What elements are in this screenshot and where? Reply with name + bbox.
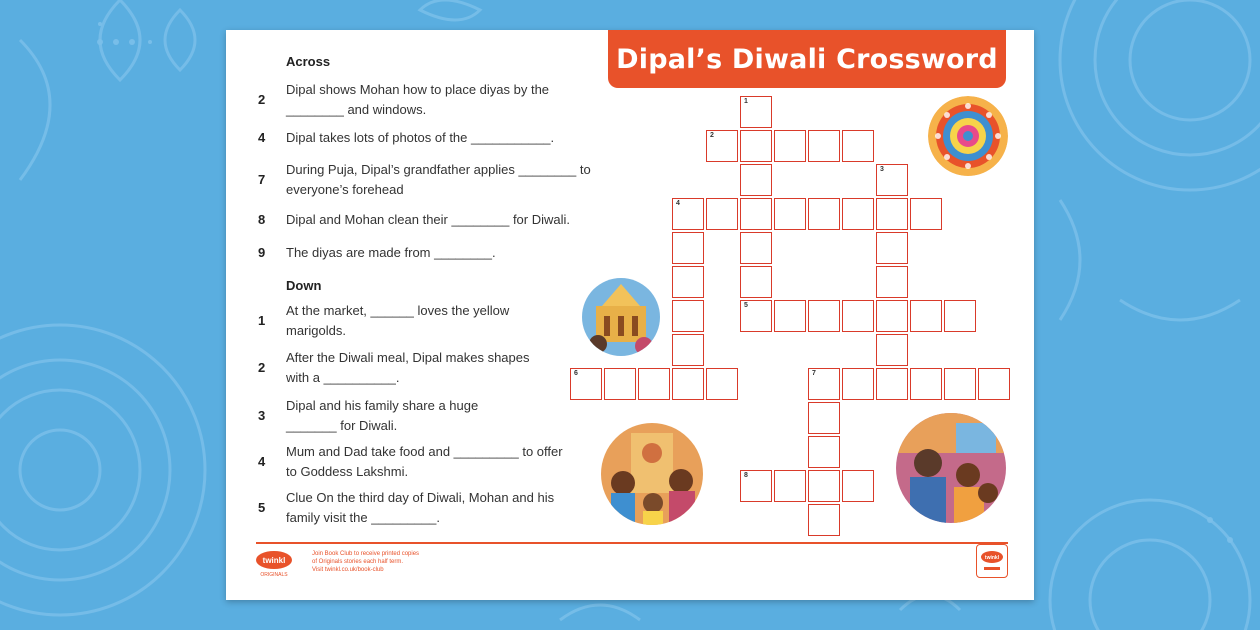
- crossword-cell[interactable]: [876, 266, 908, 298]
- clue-number: 5: [258, 500, 266, 515]
- logo-subtext: ORIGINALS: [260, 572, 288, 578]
- crossword-cell[interactable]: [774, 198, 806, 230]
- crossword-cell[interactable]: [740, 130, 772, 162]
- clue-text: Clue On the third day of Diwali, Mohan and his family visit the _________.: [286, 490, 555, 525]
- crossword-cell[interactable]: [808, 504, 840, 536]
- crossword-cell[interactable]: [842, 130, 874, 162]
- rangoli-illustration: [928, 96, 1008, 176]
- worksheet-title: Dipal’s Diwali Crossword: [608, 30, 1006, 88]
- crossword-cell[interactable]: [876, 300, 908, 332]
- grid-number: 2: [710, 132, 714, 139]
- footer-line-2: of Originals stories each half term.: [312, 559, 404, 565]
- footer-line-1: Join Book Club to receive printed copies: [312, 551, 420, 557]
- crossword-cell[interactable]: [604, 368, 636, 400]
- crossword-cell[interactable]: [842, 470, 874, 502]
- crossword-cell[interactable]: [808, 130, 840, 162]
- corner-logo-text: twinkl: [984, 555, 1000, 561]
- crossword-cell[interactable]: [910, 300, 942, 332]
- clue-text: Dipal shows Mohan how to place diyas by the ________ and windows.: [286, 82, 550, 117]
- crossword-cell[interactable]: [740, 266, 772, 298]
- grid-number: 1: [744, 98, 748, 105]
- clue-number: 7: [258, 172, 266, 187]
- crossword-cell[interactable]: [740, 164, 772, 196]
- clue-text: Dipal takes lots of photos of the ___________.: [286, 130, 555, 145]
- clue-number: 1: [258, 313, 266, 328]
- logo-text: twinkl: [262, 556, 286, 565]
- crossword-cell[interactable]: [876, 232, 908, 264]
- crossword-cell[interactable]: [638, 368, 670, 400]
- corner-twinkl-logo: [976, 544, 1008, 578]
- crossword-cell[interactable]: [808, 300, 840, 332]
- across-heading: Across: [286, 54, 331, 69]
- crossword-cell[interactable]: [808, 198, 840, 230]
- crossword-cell[interactable]: [672, 334, 704, 366]
- clue-number: 4: [258, 454, 266, 469]
- clue-text: Dipal and his family share a huge _______ for Diwali.: [286, 398, 479, 433]
- crossword-cell[interactable]: [774, 300, 806, 332]
- crossword-cell[interactable]: [910, 368, 942, 400]
- grid-number: 3: [880, 166, 884, 173]
- market-family-illustration: [896, 413, 1006, 523]
- clue-number: 3: [258, 408, 266, 423]
- clue-text: After the Diwali meal, Dipal makes shapes with a __________.: [286, 350, 530, 385]
- clue-text: Mum and Dad take food and _________ to offer to Goddess Lakshmi.: [286, 444, 563, 479]
- worksheet: [226, 30, 1034, 600]
- crossword-cell[interactable]: [808, 470, 840, 502]
- crossword-cell[interactable]: [910, 198, 942, 230]
- twinkl-originals-logo: [252, 550, 296, 578]
- clue-text: During Puja, Dipal’s grandfather applies ________ to everyone’s forehead: [286, 162, 591, 197]
- crossword-cell[interactable]: [740, 198, 772, 230]
- crossword-cell[interactable]: [706, 198, 738, 230]
- family-puja-illustration: [601, 423, 703, 525]
- crossword-cell[interactable]: [842, 300, 874, 332]
- crossword-cell[interactable]: [672, 232, 704, 264]
- clue-text: At the market, ______ loves the yellow marigolds.: [286, 303, 510, 338]
- clue-number: 2: [258, 360, 266, 375]
- crossword-cell[interactable]: [944, 368, 976, 400]
- crossword-cell[interactable]: [842, 198, 874, 230]
- crossword-cell[interactable]: [876, 334, 908, 366]
- crossword-cell[interactable]: [808, 436, 840, 468]
- crossword-cell[interactable]: [706, 368, 738, 400]
- grid-number: 6: [574, 370, 578, 377]
- crossword-cell[interactable]: [944, 300, 976, 332]
- crossword-cell[interactable]: [978, 368, 1010, 400]
- crossword-cell[interactable]: [808, 402, 840, 434]
- clue-text: The diyas are made from ________.: [286, 245, 496, 260]
- grid-number: 7: [812, 370, 816, 377]
- crossword-cell[interactable]: [774, 470, 806, 502]
- crossword-cell[interactable]: [672, 266, 704, 298]
- crossword-cell[interactable]: [876, 368, 908, 400]
- clue-number: 2: [258, 92, 266, 107]
- crossword-cell[interactable]: [740, 232, 772, 264]
- crossword-cell[interactable]: [876, 198, 908, 230]
- clue-number: 8: [258, 212, 266, 227]
- footer-text: [312, 550, 512, 574]
- grid-number: 8: [744, 472, 748, 479]
- crossword-cell[interactable]: [842, 368, 874, 400]
- crossword-cell[interactable]: [672, 300, 704, 332]
- footer-line-3: Visit twinkl.co.uk/book-club: [312, 567, 384, 573]
- crossword-cell[interactable]: [774, 130, 806, 162]
- clue-number: 4: [258, 130, 266, 145]
- crossword-cell[interactable]: [672, 368, 704, 400]
- grid-number: 5: [744, 302, 748, 309]
- grid-number: 4: [676, 200, 680, 207]
- down-heading: Down: [286, 278, 322, 293]
- clue-text: Dipal and Mohan clean their ________ for Diwali.: [286, 212, 571, 227]
- temple-illustration: [582, 278, 660, 356]
- clue-number: 9: [258, 245, 266, 260]
- footer-divider: [256, 542, 1008, 544]
